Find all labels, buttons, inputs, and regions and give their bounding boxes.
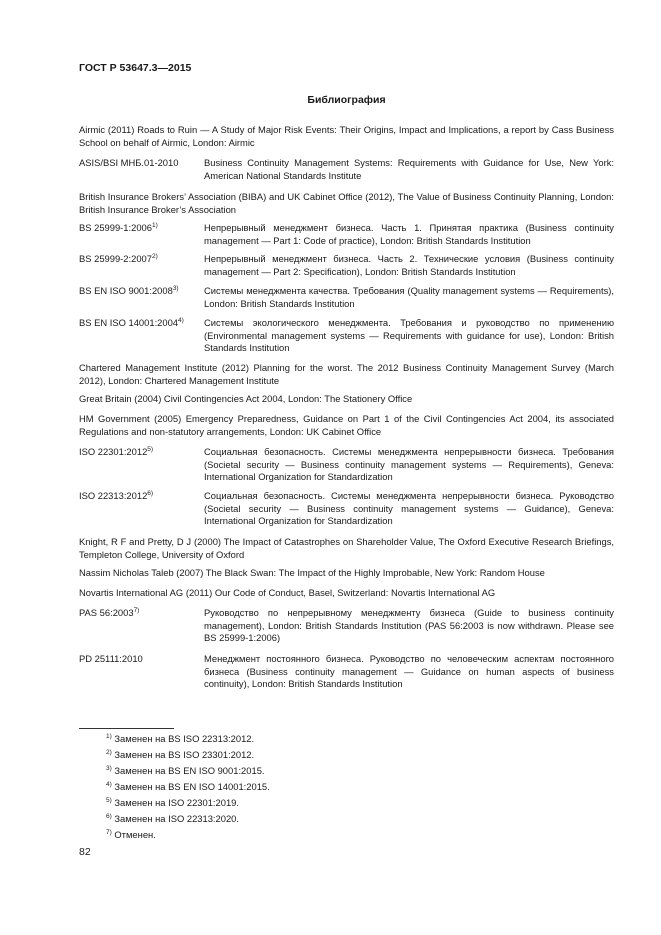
entry-description: Руководство по непрерывному менеджменту бизнеса (Guide to business continuity management), London: British Standards Institution (PAS 56:2003 is now withdrawn. Please see BS 25999-1:2006) <box>204 607 614 643</box>
entry-label: PD 25111:2010 <box>79 653 143 664</box>
entry-description: Непрерывный менеджмент бизнеса. Часть 1. Принятая практика (Business continuity management — Part 1: Code of practice), London: British Standards Institution <box>204 222 614 246</box>
bibliography-entry: Nassim Nicholas Taleb (2007) The Black Swan: The Impact of the Highly Improbable, New York: Random House <box>79 567 545 578</box>
entry-label: ASIS/BSI МНБ.01-2010 <box>79 157 179 168</box>
footnote-divider <box>79 728 174 729</box>
bibliography-entry: Novartis International AG (2011) Our Code of Conduct, Basel, Switzerland: Novartis International AG <box>79 587 496 598</box>
entry-description: Непрерывный менеджмент бизнеса. Часть 2. Технические условия (Business continuity management — Part 2: Specification), London: British Standards Institution <box>204 253 614 277</box>
entry-label: PAS 56:2003$^{7)}$ <box>79 607 140 618</box>
footnote: $^{5)}$ Заменен на ISO 22301:2019. <box>106 797 239 808</box>
bibliography-entry: Chartered Management Institute (2012) Planning for the worst. The 2012 Business Continuity Management Survey (March 2012), London: Chartered Management Institute <box>79 362 614 386</box>
footnote: $^{6)}$ Заменен на ISO 22313:2020. <box>106 813 239 824</box>
entry-label: ISO 22313:2012$^{6)}$ <box>79 490 154 501</box>
bibliography-entry: Great Britain (2004) Civil Contingencies Act 2004, London: The Stationery Office <box>79 393 413 404</box>
entry-description: Системы экологического менеджмента. Требования и руководство по применению (Environmental management systems — Requirements with guidance for use), London: British Standards Institution <box>204 317 614 353</box>
footnote-ref[interactable]: 2) <box>151 253 158 260</box>
footnote: $^{4)}$ Заменен на BS EN ISO 14001:2015. <box>106 781 270 792</box>
entry-description: Социальная безопасность. Системы менеджмента непрерывности бизнеса. Требования (Societal security — Business continuity management systems — Requirements), Geneva: International Organization for Standardization <box>204 446 614 482</box>
entry-description: Менеджмент постоянного бизнеса. Руководство по человеческим аспектам постоянного бизнеса (Business continuity management — Guidance on human aspects of business continuity), London: British Standards Institution <box>204 653 614 689</box>
footnote-ref[interactable]: 3) <box>172 285 179 292</box>
footnote-ref[interactable]: 1) <box>151 222 158 229</box>
entry-description: Системы менеджмента качества. Требования (Quality management systems — Requirements), London: British Standards Institution <box>204 285 614 309</box>
bibliography-entry: Airmic (2011) Roads to Ruin — A Study of Major Risk Events: Their Origins, Impact and Implications, a report by Cass Business School on behalf of Airmic, London: Airmic <box>79 124 614 148</box>
entry-description: Социальная безопасность. Системы менеджмента непрерывности бизнеса. Руководство (Societal security — Business continuity management systems — Guidance), Geneva: International Organization for Standardization <box>204 490 614 526</box>
entry-label: BS 25999-1:2006$^{1)}$ <box>79 222 158 233</box>
entry-label: BS EN ISO 14001:2004$^{4)}$ <box>79 317 184 328</box>
entry-description: Business Continuity Management Systems: Requirements with Guidance for Use, New York: American National Standards Institute <box>204 157 614 181</box>
page-number: 82 <box>79 846 91 858</box>
footnote: $^{2)}$ Заменен на BS ISO 23301:2012. <box>106 749 255 760</box>
entry-label: BS EN ISO 9001:2008$^{3)}$ <box>79 285 179 296</box>
entry-label: ISO 22301:2012$^{5)}$ <box>79 446 154 457</box>
footnote: $^{7)}$ Отменен. <box>106 829 156 840</box>
bibliography-entry: HM Government (2005) Emergency Preparedness, Guidance on Part 1 of the Civil Contingencies Act 2004, its associated Regulations and non-statutory arrangements, London: UK Cabinet Office <box>79 413 614 437</box>
bibliography-entry: British Insurance Brokers’ Association (BIBA) and UK Cabinet Office (2012), The Value of Business Continuity Planning, London: British Insurance Broker’s Association <box>79 191 614 215</box>
footnote-ref[interactable]: 6) <box>147 490 154 497</box>
footnote: $^{1)}$ Заменен на BS ISO 22313:2012. <box>106 733 255 744</box>
footnote: $^{3)}$ Заменен на BS EN ISO 9001:2015. <box>106 765 265 776</box>
entry-label: BS 25999-2:2007$^{2)}$ <box>79 253 158 264</box>
document-header: ГОСТ Р 53647.3—2015 <box>79 62 192 74</box>
footnote-ref[interactable]: 5) <box>147 446 154 453</box>
bibliography-entry: Knight, R F and Pretty, D J (2000) The Impact of Catastrophes on Shareholder Value, The Oxford Executive Research Briefings, Templeton College, University of Oxford <box>79 536 614 560</box>
page-title: Библиография <box>307 94 386 106</box>
footnote-ref[interactable]: 7) <box>133 607 140 614</box>
footnote-ref[interactable]: 4) <box>178 317 184 324</box>
